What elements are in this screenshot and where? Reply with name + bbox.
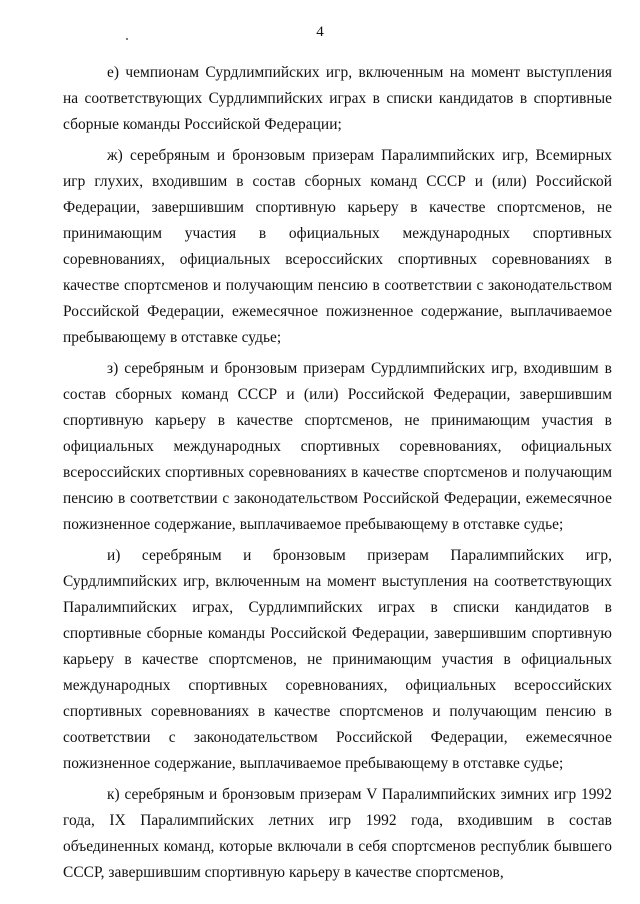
paragraph-zh: ж) серебряным и бронзовым призерам Паралимпийских игр, Всемирных игр глухих, входившим в состав сборных команд СССР и (или) Российской Федерации, завершившим спортивную карьеру в качестве спортсменов, не принимающим участия в официальных международных спортивных соревнованиях, официальных всероссийских спортивных соревнованиях в качестве спортсменов и получающим пенсию в соответствии с законодательством Российской Федерации, ежемесячное пожизненное содержание, выплачиваемое пребывающему в отставке судье; — [63, 147, 612, 346]
document-body — [63, 60, 612, 891]
paragraph-i: и) серебряным и бронзовым призерам Паралимпийских игр, Сурдлимпийских игр, включенным на момент выступления на соответствующих Паралимпийских играх, Сурдлимпийских играх в списки кандидатов в спортивные сборные команды Российской Федерации, завершившим спортивную карьеру в качестве спортсменов, не принимающим участия в официальных международных спортивных соревнованиях, официальных всероссийских спортивных соревнованиях в качестве спортсменов и получающим пенсию в соответствии с законодательством Российской Федерации, ежемесячное пожизненное содержание, выплачиваемое пребывающему в отставке судье; — [63, 547, 612, 772]
page-number: 4 — [316, 24, 324, 40]
scan-speck — [126, 38, 128, 40]
paragraph-z: з) серебряным и бронзовым призерам Сурдлимпийских игр, входившим в состав сборных команд СССР и (или) Российской Федерации, завершившим спортивную карьеру в качестве спортсменов, не принимающим участия в официальных международных спортивных соревнованиях, официальных всероссийских спортивных соревнованиях в качестве спортсменов и получающим пенсию в соответствии с законодательством Российской Федерации, ежемесячное пожизненное содержание, выплачиваемое пребывающему в отставке судье; — [63, 360, 612, 533]
paragraph-e: е) чемпионам Сурдлимпийских игр, включенным на момент выступления на соответствующих Сурдлимпийских играх в списки кандидатов в спортивные сборные команды Российской Федерации; — [63, 64, 612, 133]
paragraph-k: к) серебряным и бронзовым призерам V Паралимпийских зимних игр 1992 года, IX Паралимпийских летних игр 1992 года, входившим в состав объединенных команд, которые включали в себя спортсменов республик бывшего СССР, завершившим спортивную карьеру в качестве спортсменов, — [63, 786, 612, 881]
